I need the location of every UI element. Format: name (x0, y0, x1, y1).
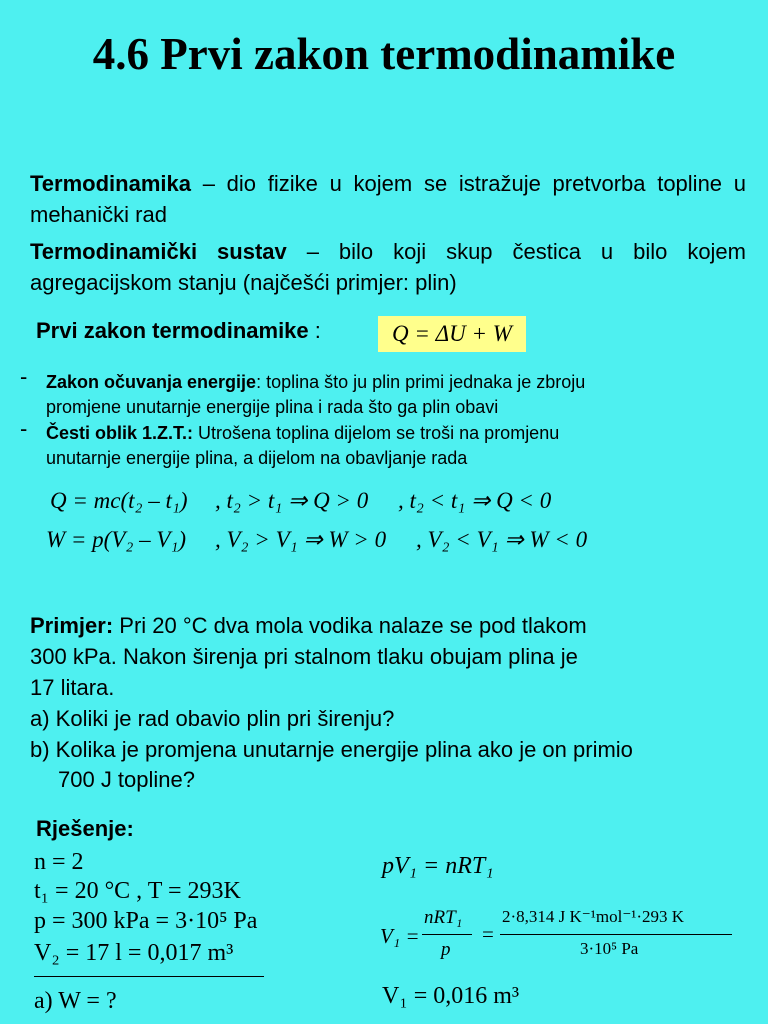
given-volume: V₂ = 17 l = 0,017 m³ (34, 940, 234, 966)
example-line1: Primjer: Pri 20 °C dva mola vodika nalaze se pod tlakom (30, 613, 587, 638)
example-line3: 17 litara. (30, 675, 115, 700)
first-law-formula: Q = ΔU + W (378, 316, 526, 352)
definition-sustav (30, 236, 746, 298)
v1-lhs: V₁ = (380, 924, 420, 948)
calc-fraction-bar (500, 934, 732, 935)
example-line2: 300 kPa. Nakon širenja pri stalnom tlaku obujam plina je (30, 644, 578, 669)
work-equation: W = p(V₂ – V₁) (46, 527, 187, 552)
heat-case-negative: , t₂ < t₁ ⇒ Q < 0 (398, 488, 552, 513)
v1-denominator: p (441, 939, 451, 960)
given-pressure: p = 300 kPa = 3·10⁵ Pa (34, 908, 258, 934)
v1-fraction-bar (422, 934, 472, 935)
equals-sign: = (482, 922, 494, 946)
bullet-dash: - (20, 416, 28, 441)
question-b-line2: 700 J topline? (58, 767, 195, 792)
definition-termodinamika (30, 168, 746, 230)
unknown-work: a) W = ? (34, 988, 117, 1014)
bullet-form-line1: Česti oblik 1.Z.T.: Utrošena toplina dijelom se troši na promjenu (46, 423, 560, 443)
work-case-negative: , V₂ < V₁ ⇒ W < 0 (416, 527, 588, 552)
bullet-energy-line1: Zakon očuvanja energije: toplina što ju plin primi jednaka je zbroju (46, 372, 586, 392)
ideal-gas-law: pV₁ = nRT₁ (382, 853, 494, 879)
bullet-dash: - (20, 364, 28, 389)
solution-label: Rješenje: (36, 816, 134, 841)
v1-numerator: nRT₁ (424, 907, 463, 928)
heat-case-positive: , t₂ > t₁ ⇒ Q > 0 (215, 488, 369, 513)
v1-result: V₁ = 0,016 m³ (382, 983, 520, 1009)
first-law-label: Prvi zakon termodinamike : (36, 318, 321, 343)
definition-text: – bilo koji skup čestica u bilo kojem agregacijskom stanju (najčešći primjer: plin) (30, 239, 746, 295)
definition-term: Termodinamički sustav (30, 239, 287, 264)
question-b-line1: b) Kolika je promjena unutarnje energije plina ako je on primio (30, 737, 633, 762)
given-temperature: t₁ = 20 °C , T = 293K (34, 878, 241, 904)
given-divider (34, 976, 264, 977)
calc-denominator: 3·10⁵ Pa (580, 939, 639, 958)
definition-term: Termodinamika (30, 171, 191, 196)
page-title: 4.6 Prvi zakon termodinamike (92, 29, 676, 79)
work-case-positive: , V₂ > V₁ ⇒ W > 0 (215, 527, 387, 552)
question-a: a) Koliki je rad obavio plin pri širenju? (30, 706, 395, 731)
definition-text: – dio fizike u kojem se istražuje pretvorba topline u mehanički rad (30, 171, 746, 227)
given-n: n = 2 (34, 849, 84, 875)
bullet-form-line2: unutarnje energije plina, a dijelom na obavljanje rada (46, 448, 468, 468)
calc-numerator: 2·8,314 J K⁻¹mol⁻¹·293 K (502, 907, 685, 926)
bullet-energy-line2: promjene unutarnje energije plina i rada što ga plin obavi (46, 397, 499, 417)
heat-equation: Q = mc(t₂ – t₁) (50, 488, 188, 513)
